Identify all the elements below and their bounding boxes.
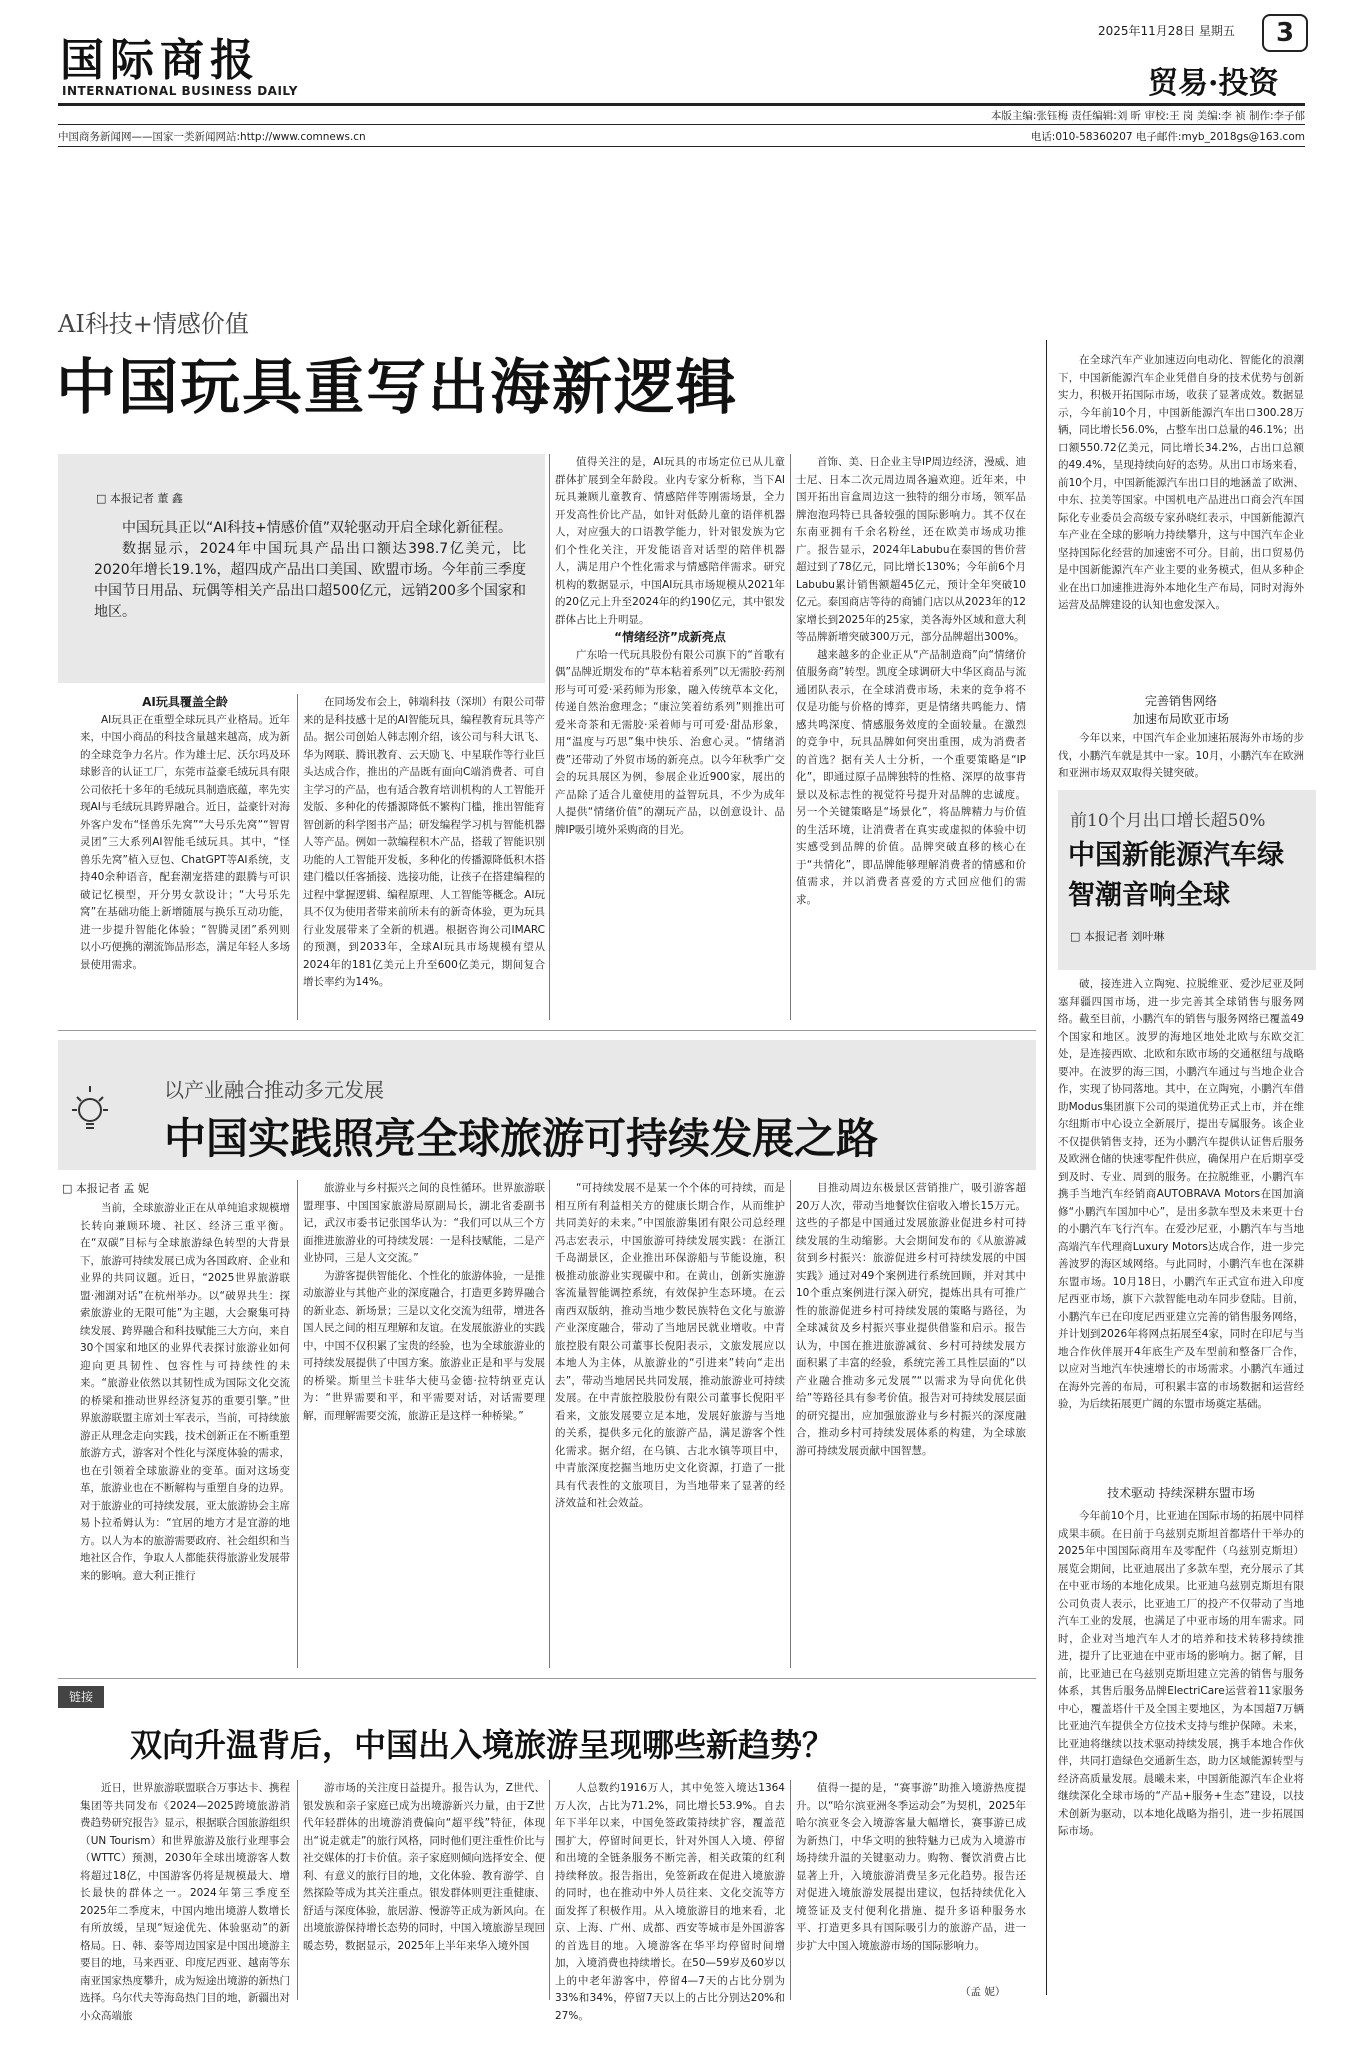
paragraph: 游市场的关注度日益提升。报告认为，Z世代、银发族和亲子家庭已成为出境游新兴力量，由于Z世代年轻群体的出境游消费偏向“超平线”特征，体现出“说走就走”的旅行风格，同时他们更注重性价比与社交媒体的打卡价值。亲子家庭则倾向选择安全、便利、有意义的旅行目的地，文化体验、教育游学、自然探险等成为其关注重点。银发群体则更注重健康、舒适与深度体验，旅居游、慢游等正成为新风向。在出境旅游保持增长态势的同时，中国入境旅游呈现回暖态势，数据显示，2025年上半年来华入境外国 — [303, 1782, 545, 1952]
paragraph: “可持续发展不是某一个个体的可持续，而是相互所有利益相关方的健康长期合作，从而维护共同美好的未来。”中国旅游集团有限公司总经理冯志宏表示，中国旅游可持续发展实践：在浙江千岛湖景区，企业推出环保游船与节能设施，积极推动旅游业实现碳中和。在黄山，创新实施游客流量智能调控系统，有效保护生态环境。在云南西双版纳，推动当地少数民族特色文化与旅游产业深度融合，带动了当地居民就业增收。中青旅控股有限公司董事长倪阳表示，文旅发展应以本地人为主体，从旅游业的“引进来”转向“走出去”，带动当地居民共同发展，推动旅游业可持续发展。在中青旅控股股份有限公司董事长倪阳平看来，文旅发展要立足本地，发展好旅游与当地的关系，提供多元化的旅游产品，满足游客个性化需求。据介绍，在乌镇、古北水镇等项目中，中青旅深度挖掘当地历史文化资源，打造了一批具有代表性的文旅项目，为当地带来了显著的经济效益和社会效益。 — [555, 1182, 785, 1509]
paragraph: 广东哈一代玩具股份有限公司旗下的“首歌有偶”品牌近期发布的“草本粘着系列”以无需胶·药剂形与可可爱·采药师为形象，融入传统草本文化，传递自然治愈理念；“康泣笑着纺系列”则推出可爱米奇茶和无需胶·采着师与可可爱·甜品形象，用“温度与巧思”集中快乐、治愈心灵。“情绪消费”还带动了外贸市场的新亮点。以今年秋季广交会的玩具展区为例，参展企业近900家，展出的产品除了适合儿童使用的益智玩具，不少为成年人提供“情绪价值”的潮玩产品，以创意设计、品牌IP吸引境外采购商的目光。 — [555, 648, 785, 836]
editors-bar: 本版主编:张钰梅 责任编辑:刘 昕 审校:王 岗 美编:李 祯 制作:李子郁 — [990, 110, 1305, 122]
paragraph: 人总数约1916万人，其中免签入境达1364万人次，占比为71.2%，同比增长53.9%。自去年下半年以来，中国免签政策持续扩容，覆盖范围扩大，停留时间更长，针对外国人入境、停留和出境的全链条服务不断完善，相关政策的红利持续释放。报告指出，免签新政在促进入境旅游的同时，也在推动中外人员往来、文化交流等方面发挥了积极作用。从入境旅游目的地来看，北京、上海、广州、成都、西安等城市是外国游客的首选目的地。入境游客在华平均停留时间增加，入境消费也持续增长。在50—59岁及60岁以上的中老年游客中，停留4—7天的占比分别为33%和34%，停留7天以上的占比分别达20%和27%。 — [555, 1782, 785, 2022]
column-rule — [297, 1180, 298, 1668]
paragraph: 在全球汽车产业加速迈向电动化、智能化的浪潮下，中国新能源汽车企业凭借自身的技术优势与创新实力，积极开拓国际市场，收获了显著成效。数据显示，今年前10个月，中国新能源汽车出口300.28万辆，同比增长56.0%，占整车出口总量的46.1%；出口额550.72亿美元，同比增长34.2%，占出口总额的49.4%，呈现持续向好的态势。从出口市场来看，前10个月，中国新能源汽车出口目的地涵盖了欧洲、中东、拉美等国家。中国机电产品进出口商会汽车国际化专业委员会高级专家孙晓红表示，中国新能源汽车产业在全球的影响力持续攀升，这与中国汽车企业坚持国际化经营的加速密不可分。目前，出口贸易仍是中国新能源汽车产业主要的业务模式，但从多种企业在出口加速推进海外本地化生产布局，同时对海外运营及品牌建设的认知也愈发深入。 — [1058, 354, 1304, 611]
date: 2025年11月28日 — [1098, 24, 1196, 38]
subheading-line: 完善销售网络 — [1144, 694, 1217, 708]
sidebar-col4 — [796, 1780, 1026, 1982]
article2-col2 — [303, 1180, 545, 1668]
lead-paragraph: 中国玩具正以“AI科技+情感价值”双轮驱动开启全球化新征程。 — [122, 520, 512, 536]
article1-headline: 中国玩具重写出海新逻辑 — [56, 353, 738, 423]
article1-byline: □ 本报记者 董 鑫 — [96, 492, 183, 505]
paragraph: 当前，全球旅游业正在从单纯追求规模增长转向兼顾环境、社区、经济三重平衡。在“双碳”目标与全球旅游绿色转型的大背景下，旅游可持续发展已成为各国政府、企业和业界的共同议题。近日，“2025世界旅游联盟·湘湖对话”在杭州举办。以“破界共生：探索旅游业的无限可能”为主题，大会聚集可持续发展、跨界融合和科技赋能三大方向，来自30个国家和地区的业界代表探讨旅游业如何迎向更具韧性、包容性与可持续性的未来。“旅游业依然以其韧性成为国际文化交流的桥梁和推动世界经济复苏的重要引擎。”世界旅游联盟主席刘士军表示，当前，可持续旅游正从理念走向实践，技术创新正在不断重塑旅游方式，游客对个性化与深度体验的需求，也在引领着全球旅游业的变革。面对这场变革，旅游业也在不断解构与重塑自身的边界。对于旅游业的可持续发展，亚太旅游协会主席易卜拉希姆认为：“宜居的地方才是宜游的地方。以人为本的旅游需要政府、社会组织和当地社区合作，争取人人都能获得旅游业发展带来的影响。意大利正推行 — [80, 1202, 290, 1582]
column-rule — [790, 1180, 791, 1668]
sidebar-top-rule — [58, 1678, 1036, 1679]
sidebar-col3 — [555, 1780, 785, 2022]
article1-col2 — [303, 694, 545, 1020]
right-col-top — [1058, 352, 1304, 687]
article2-kicker: 以产业融合推动多元发展 — [164, 1078, 384, 1102]
sidebar-col1 — [80, 1780, 290, 2022]
paragraph: 首饰、美、日企业主导IP周边经济，漫威、迪士尼、日本二次元周边周各遍欢迎。近年来，中国开拓出盲盒周边这一独特的细分市场，领军品牌泡泡玛特已具备较强的国际影响力。其不仅在东南亚拥有千余名粉丝，还在欧美市场成功推广。报告显示，2024年Labubu在泰国的售价营超过到了78亿元，同比增长130%；今年前6个月Labubu累计销售额超45亿元，预计全年突破10亿元。泰国商店等待的商铺门店以从2023年的12家增长到2025年的25家，美各海外区域和意大利等品牌新增突破300万元，部分品牌超出300%。 — [796, 456, 1026, 643]
article1-kicker: AI科技+情感价值 — [58, 310, 249, 338]
masthead-rule — [58, 103, 1305, 106]
masthead-title: 国际商报 — [60, 35, 260, 86]
paragraph: 今年以来，中国汽车企业加速拓展海外市场的步伐，小鹏汽车就是其中一家。10月，小鹏汽车在欧洲和亚洲市场双双取得关键突破。 — [1058, 732, 1304, 779]
right-headline: 中国新能源汽车绿智潮音响全球 — [1068, 840, 1284, 911]
lead-paragraph: 数据显示，2024年中国玩具产品出口额达398.7亿美元，比2020年增长19.1%，超四成产品出口美国、欧盟市场。今年前三季度中国节日用品、玩偶等相关产品出口超500亿元，远销200多个国家和地区。 — [94, 541, 526, 620]
paragraph: AI玩具正在重塑全球玩具产业格局。近年来，中国小商品的科技含量越来越高，成为新的全球竞争力名片。作为雄士尼、沃尔玛及环球影音的认证工厂，东莞市益豪毛绒玩具有限公司依托十多年的毛绒玩具制造底蕴，率先实现AI与毛绒玩具跨界融合。近日，益豪针对海外客户发布“怪兽乐先窝”“大号乐先窝”“智胃灵团”三大系列AI智能毛绒玩具。其中，“怪兽乐先窝”植入豆包、ChatGPT等AI系统，支持40余种语音，配套潮宠搭建的跟腾与可识破记忆模型，开分男女款设计；“大号乐先窝”在基础功能上新增随展与换乐互动功能，进一步提升智能化体验；“智腾灵团”系列则以小巧便携的潮流饰品形态，满足年轻人多场景使用需求。 — [80, 713, 290, 971]
page-number-box: 3 — [1262, 14, 1308, 52]
subheading-line: 加速布局欧亚市场 — [1132, 712, 1229, 726]
paragraph: 近日，世界旅游联盟联合万事达卡、携程集团等共同发布《2024—2025跨境旅游消费趋势研究报告》显示，根据联合国旅游组织（UN Tourism）和世界旅游及旅行业理事会（WTTC）预测，2030年全球出境游客人数将超过18亿，中国游客仍将是规模最大、增长最快的群体之一。2024年第三季度至2025年二季度末，中国内地出境游人数增长有所放缓，呈现“短途优先、体验驱动”的新格局。日、韩、泰等周边国家是中国出境游主要目的地，马来西亚、印度尼西亚、越南等东南亚国家热度攀升，成为短途出境游的新热门选择。乌尔代夫等海岛热门目的地，新疆出对小众高端旅 — [80, 1782, 290, 2022]
weekday: 星期五 — [1198, 24, 1235, 38]
paragraph: 目推动周边东极景区营销推广，吸引游客超20万人次，带动当地餐饮住宿收入增长15万元。这些的子都是中国通过发展旅游业促进乡村可持续发展的生动缩影。大会期间发布的《从旅游减贫到乡村振兴：旅游促进乡村可持续发展的中国实践》通过对49个案例进行系统回顾，并对其中10个重点案例进行深入研究，提炼出具有可推广性的旅游促进乡村可持续发展的策略与路径，为全球减贫及乡村振兴事业提供借鉴和启示。报告认为，中国在推进旅游减贫、乡村可持续发展方面积累了丰富的经验，系统完善工具性层面的“以产业融合推动多元发展”“以需求为导向优化供给”等路径具有参考价值。报告对可持续发展层面的研究提出，应加强旅游业与乡村振兴的深度融合，推动乡村可持续发展体系的构建，为全球旅游可持续发展贡献中国智慧。 — [796, 1182, 1026, 1457]
column-rule — [549, 1180, 550, 1668]
article2-col4 — [796, 1180, 1026, 1668]
paragraph: 值得一提的是，“赛事游”助推入境游热度提升。以“哈尔滨亚洲冬季运动会”为契机，2025年哈尔滨亚冬会入境游客量大幅增长，赛事游已成为新热门，中华文明的独特魅力已成为入境游市场持续升温的关键驱动力。购物、餐饮消费占比显著上升，入境旅游消费呈多元化趋势。报告还对促进入境旅游发展提出建议，包括持续优化入境签证及支付便利化措施、提升多语种服务水平、打造更多具有国际吸引力的旅游产品，进一步扩大中国入境旅游市场的国际影响力。 — [796, 1782, 1026, 1952]
right-col-body — [1058, 976, 1304, 1476]
sidebar-tag: 链接 — [58, 1686, 104, 1708]
paragraph: 在同场发布会上，韩端科技（深圳）有限公司带来的是科技感十足的AI智能玩具，编程教育玩具等产品。据公司创始人韩志刚介绍，该公司与科大讯飞、华为网联、腾讯教育、云天励飞、中星联作等行业巨头达成合作，推出的产品既有面向C端消费者、可自主学习的产品，也有适合教育培训机构的人工智能开发版、多种化的传播源降低不繁构门槛，推出智能育智创新的科学图书产品；研发编程学习机与智能机器人等产品。例如一款编程积木产品，搭载了智能识别功能的人工智能开发板，多种化的传播源降低积木搭建门槛以任客插接、选接功能，让孩子在搭建编程的过程中掌握逻辑、编程原理、人工智能等概念。AI玩具不仅为使用者带来前所未有的新奇体验，更为玩具行业发展带来了全新的机遇。根据咨询公司IMARC的预测，到2033年，全球AI玩具市场规模有望从2024年的181亿美元上升至600亿美元，期间复合增长率约为14%。 — [303, 696, 545, 988]
column-rule — [297, 1780, 298, 2000]
sidebar-col2 — [303, 1780, 545, 2000]
paragraph: 破，接连进入立陶宛、拉脱维亚、爱沙尼亚及阿塞拜疆四国市场，进一步完善其全球销售与服务网络。截至目前，小鹏汽车的销售与服务网络已覆盖49个国家和地区。波罗的海地区地处北欧与东欧交汇处，是连接西欧、北欧和东欧市场的交通枢纽与战略要冲。在波罗的海三国，小鹏汽车通过与当地企业合作，实现了协同落地。其中，在立陶宛，小鹏汽车借助Modus集团旗下公司的渠道优势正式上市，并在维尔纽斯市中心设立全新展厅，提出专属服务。该企业不仅提供销售支持，还为小鹏汽车提供认证售后服务及欧洲仓储的快速零配件供应，确保用户在后期享受到及时、专业、周到的服务。在拉脱维亚，小鹏汽车携手当地汽车经销商AUTOBRAVA Motors在国加滴修“小鹏汽车国加中心”，是出多款车型及未来更十台的小鹏汽车飞行汽车。在爱沙尼亚，小鹏汽车与当地高端汽车代理商Luxury Motors达成合作，进一步完善波罗的海区域网络。与此同时，小鹏汽车也在深耕东盟市场。10月18日，小鹏汽车正式宣布进入印度尼西亚市场，旗下六款智能电动车同步登陆。目前，小鹏汽车已在印度尼西亚建立完善的销售服务网络，并计划到2026年将网点拓展至4家，同时在印尼与当地合作伙伴展开4年底生产及车型前和整备厂合作，以应对当地汽车快速增长的市场需求。小鹏汽车通过在海外完善的布局，可积累丰富的市场数据和运营经验，为后续拓展更广阔的东盟市场奠定基础。 — [1058, 978, 1304, 1410]
article2-col3 — [555, 1180, 785, 1668]
column-rule — [790, 454, 791, 1020]
right-subheading — [1058, 692, 1304, 728]
paragraph: 旅游业与乡村振兴之间的良性循环。世界旅游联盟理事、中国国家旅游局原副局长，湖北省委副书记，武汉市委书记张国华认为：“我们可以从三个方面推进旅游业的可持续发展：一是科技赋能，二是产业协同，三是人文交流。” — [303, 1182, 545, 1264]
section-title: 贸易·投资 — [1148, 66, 1279, 101]
article2-headline: 中国实践照亮全球旅游可持续发展之路 — [164, 1114, 879, 1163]
right-kicker: 前10个月出口增长超50% — [1070, 811, 1266, 831]
right-column-rule — [1046, 340, 1047, 1995]
column-rule — [297, 694, 298, 1020]
subheading: “情绪经济”成新亮点 — [614, 630, 726, 644]
lightbulb-icon — [66, 1080, 114, 1146]
masthead-title-en: INTERNATIONAL BUSINESS DAILY — [62, 84, 298, 98]
issue-date — [1098, 22, 1235, 39]
right-subheading2: 技术驱动 持续深耕东盟市场 — [1107, 1486, 1255, 1500]
article2-byline: □ 本报记者 孟 妮 — [62, 1182, 149, 1195]
column-rule — [790, 1780, 791, 2000]
paragraph: 值得关注的是，AI玩具的市场定位已从儿童群体扩展到全年龄段。业内专家分析称，当下AI玩具兼顾儿童教育、情感陪伴等刚需场景，全力开发高性价比产品，如针对低龄儿童的语伴机器人，对应强大的口语教学能力，针对银发族为它们个性化关注，开发能语音对话型的陪伴机器人，满足用户个性化需求与情感陪伴需求。研究机构的数据显示，中国AI玩具市场规模从2021年的20亿元上升至2024年的约190亿元，其中银发群体占比上升明显。 — [555, 456, 785, 626]
paragraph: 为游客提供智能化、个性化的旅游体验，一是推动旅游业与其他产业的深度融合，打造更多跨界融合的新业态、新场景；三是以文化交流为纽带，增进各国人民之间的相互理解和友谊。在发展旅游业的实践中，中国不仅积累了宝贵的经验，也为全球旅游业的可持续发展提供了中国方案。旅游业正是和平与发展的桥梁。斯里兰卡驻华大使马金德·拉特纳亚克认为：“世界需要和平，和平需要对话，对话需要理解，而理解需要交流，旅游正是这样一种桥梁。” — [303, 1269, 545, 1422]
column-rule — [549, 454, 550, 1020]
article1-col4 — [796, 454, 1026, 1020]
article1-lead — [94, 518, 526, 678]
article1-col1 — [80, 694, 290, 1020]
subheading: AI玩具覆盖全龄 — [142, 695, 228, 709]
contact-line: 电话:010-58360207 电子邮件:myb_2018gs@163.com — [1030, 131, 1305, 143]
header-rule — [58, 124, 1305, 125]
website-line: 中国商务新闻网——国家一类新闻网站:http://www.comnews.cn — [58, 131, 366, 143]
article1-col3 — [555, 454, 785, 1020]
sidebar-headline: 双向升温背后，中国出入境旅游呈现哪些新趋势？ — [130, 1726, 835, 1764]
article2-top-rule — [58, 1030, 1036, 1031]
right-col-top2 — [1058, 730, 1304, 778]
header-rule-bottom — [58, 146, 1305, 147]
right-byline: □ 本报记者 刘叶琳 — [1070, 930, 1165, 943]
column-rule — [549, 1780, 550, 2000]
paragraph: 越来越多的企业正从“产品制造商”向“情绪价值服务商”转型。凯度全球调研大中华区商品与流通团队表示，在全球消费市场，未来的竞争将不仅是功能与价格的博弈，更是情绪共鸣能力、情感共鸣深度、情感服务效度的全面较量。在激烈的竞争中，玩具品牌如何突出重围，成为消费者的首选？据有关人士分析，一个重要策略是“IP化”，即通过原子品牌独特的性格、深厚的故事背景以及标志性的视觉符号提升对品牌的忠诚度。另一个关键策略是“场景化”，将品牌精力与价值的生活环境，让消费者在真实或虚拟的体验中切实感受到品牌的价值。品牌突破直移的核心在于“共情化”，即品牌能够理解消费者的情感和价值需求，并以消费者喜爱的方式回应他们的需求。 — [796, 648, 1026, 906]
sidebar-signature: （孟 妮） — [960, 1986, 1006, 1998]
article2-col1 — [80, 1200, 290, 1668]
right-col-body2 — [1058, 1508, 1304, 1998]
paragraph: 今年前10个月，比亚迪在国际市场的拓展中同样成果丰硕。在日前于乌兹别克斯坦首都塔什干举办的2025年中国国际商用车及零配件（乌兹别克斯坦）展览会期间，比亚迪展出了多款车型，充分展示了其在中亚市场的本地化成果。比亚迪乌兹别克斯坦有限公司负责人表示，比亚迪工厂的投产不仅带动了当地汽车工业的发展，也满足了中亚市场的用车需求。同时，企业对当地汽车人才的培养和技术转移持续推进，提升了比亚迪在中亚市场的影响力。据了解，目前，比亚迪已在乌兹别克斯坦建立完善的销售与服务体系，其售后服务品牌ElectriCare运营着11家服务中心，覆盖塔什干及全国主要地区，为本国超7万辆比亚迪汽车提供全方位技术支持与维护保障。未来，比亚迪将继续以技术驱动持续发展，携手本地合作伙伴，共同打造绿色交通新生态，助力区域能源转型与经济高质量发展。晨曦未来，中国新能源汽车企业将继续深化全球市场的“产品+服务+生态”建设，以技术创新为驱动，以本地化战略为指引，进一步拓展国际市场。 — [1058, 1510, 1304, 1837]
